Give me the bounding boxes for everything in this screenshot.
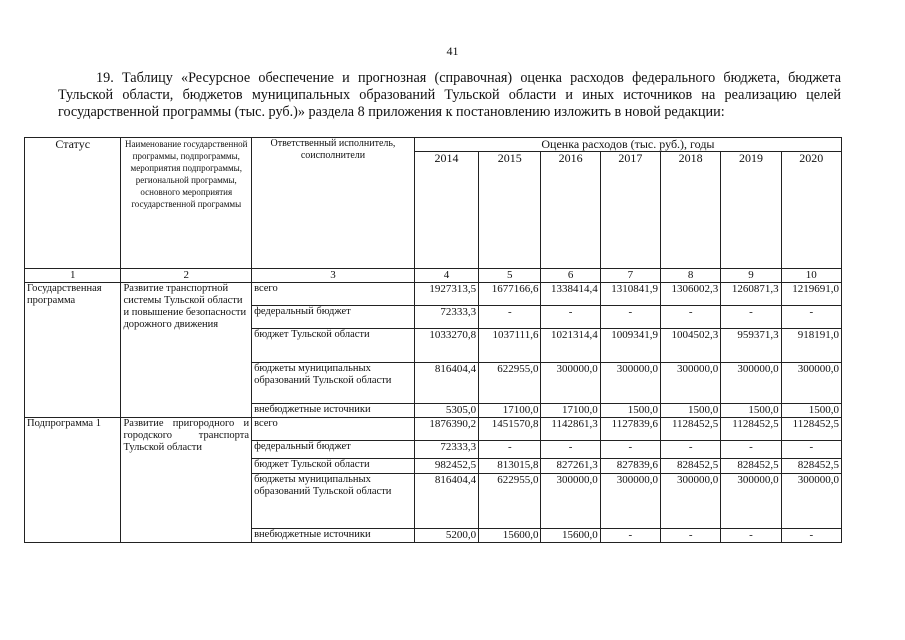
table-cell: 1037111,6 [479, 329, 541, 363]
table-cell: - [661, 529, 721, 543]
table-cell: - [600, 306, 660, 329]
table-cell: 300000,0 [661, 363, 721, 404]
table-cell: 982452,5 [414, 459, 478, 474]
table-cell: 1004502,3 [661, 329, 721, 363]
table-cell: 1260871,3 [721, 283, 781, 306]
column-number-row [25, 269, 842, 283]
table-row [25, 418, 842, 441]
budget-table [24, 137, 842, 543]
table-cell: 827839,6 [600, 459, 660, 474]
row-source: бюджеты муниципальных образований Тульской области [252, 474, 415, 529]
table-cell: 622955,0 [479, 363, 541, 404]
column-number: 5 [479, 269, 541, 283]
table-cell: - [479, 441, 541, 459]
table-cell: 300000,0 [721, 474, 781, 529]
column-number: 4 [414, 269, 478, 283]
table-cell: 15600,0 [479, 529, 541, 543]
header-executor: Ответственный исполнитель, соисполнители [252, 138, 415, 269]
intro-paragraph: 19. Таблицу «Ресурсное обеспечение и прогнозная (справочная) оценка расходов федерального бюджета, бюджета Тульской области, бюджетов муниципальных образований Тульской области и иных источников на реализацию целей государственной программы (тыс. руб.)» раздела 8 приложения к постановлению изложить в новой редакции: [58, 70, 841, 120]
table-cell: 1128452,5 [721, 418, 781, 441]
table-cell: 1033270,8 [414, 329, 478, 363]
table-cell: 1127839,6 [600, 418, 660, 441]
table-cell: 1677166,6 [479, 283, 541, 306]
row-source: внебюджетные источники [252, 529, 415, 543]
header-name: Наименование государственной программы, подпрограммы, мероприятия подпрограммы, региональной программы, основного мероприятия государственной программы [121, 138, 252, 269]
table-cell: - [479, 306, 541, 329]
table-cell: - [661, 306, 721, 329]
table-row [25, 283, 842, 306]
table-cell: 300000,0 [600, 363, 660, 404]
header-year: 2014 [414, 152, 478, 269]
table-cell: - [600, 441, 660, 459]
table-cell: 72333,3 [414, 306, 478, 329]
row-status: Подпрограмма 1 [25, 418, 121, 543]
table-cell: - [541, 306, 600, 329]
table-cell: 1500,0 [600, 404, 660, 418]
table-cell: - [781, 529, 841, 543]
header-status: Статус [25, 138, 121, 269]
header-year: 2020 [781, 152, 841, 269]
table-cell: 300000,0 [781, 363, 841, 404]
table-cell: 300000,0 [541, 474, 600, 529]
table-cell: - [721, 306, 781, 329]
table-cell: - [661, 441, 721, 459]
table-cell: 827261,3 [541, 459, 600, 474]
table-cell: 5305,0 [414, 404, 478, 418]
table-cell: 17100,0 [541, 404, 600, 418]
table-cell: 816404,4 [414, 363, 478, 404]
column-number: 6 [541, 269, 600, 283]
table-cell: 17100,0 [479, 404, 541, 418]
table-cell: 918191,0 [781, 329, 841, 363]
header-year: 2015 [479, 152, 541, 269]
table-cell: 300000,0 [781, 474, 841, 529]
header-year: 2016 [541, 152, 600, 269]
table-cell: 828452,5 [781, 459, 841, 474]
table-cell: 1451570,8 [479, 418, 541, 441]
column-number: 7 [600, 269, 660, 283]
table-cell: 828452,5 [661, 459, 721, 474]
column-number: 3 [252, 269, 415, 283]
row-name: Развитие пригородного и городского транспорта Тульской области [121, 418, 252, 543]
table-cell: 1219691,0 [781, 283, 841, 306]
table-cell: 1500,0 [661, 404, 721, 418]
page-number: 41 [446, 44, 459, 58]
row-source: всего [252, 283, 415, 306]
row-source: бюджет Тульской области [252, 329, 415, 363]
row-name: Развитие транспортной системы Тульской области и повышение безопасности дорожного движения [121, 283, 252, 418]
row-source: бюджеты муниципальных образований Тульской области [252, 363, 415, 404]
table-cell: 72333,3 [414, 441, 478, 459]
table-cell: 1128452,5 [781, 418, 841, 441]
table-cell: 813015,8 [479, 459, 541, 474]
table-cell: 622955,0 [479, 474, 541, 529]
table-cell: - [721, 441, 781, 459]
row-source: всего [252, 418, 415, 441]
table-cell: 1021314,4 [541, 329, 600, 363]
table-cell: 1927313,5 [414, 283, 478, 306]
table-cell: 828452,5 [721, 459, 781, 474]
header-year: 2018 [661, 152, 721, 269]
table-cell: 300000,0 [600, 474, 660, 529]
header-estimate: Оценка расходов (тыс. руб.), годы [414, 138, 841, 152]
table-cell: 15600,0 [541, 529, 600, 543]
row-status: Государственная программа [25, 283, 121, 418]
table-cell: - [600, 529, 660, 543]
table-cell: - [781, 306, 841, 329]
table-cell: 300000,0 [661, 474, 721, 529]
table-cell: - [541, 441, 600, 459]
table-cell: 5200,0 [414, 529, 478, 543]
table-cell: 1876390,2 [414, 418, 478, 441]
column-number: 8 [661, 269, 721, 283]
table-cell: - [721, 529, 781, 543]
column-number: 10 [781, 269, 841, 283]
row-source: внебюджетные источники [252, 404, 415, 418]
table-cell: 1306002,3 [661, 283, 721, 306]
table-cell: 959371,3 [721, 329, 781, 363]
column-number: 1 [25, 269, 121, 283]
table-cell: 1310841,9 [600, 283, 660, 306]
header-year: 2017 [600, 152, 660, 269]
table-cell: 1009341,9 [600, 329, 660, 363]
table-cell: 1142861,3 [541, 418, 600, 441]
table-cell: 1500,0 [781, 404, 841, 418]
column-number: 2 [121, 269, 252, 283]
table-cell: 1128452,5 [661, 418, 721, 441]
table-cell: 1500,0 [721, 404, 781, 418]
row-source: федеральный бюджет [252, 441, 415, 459]
table-cell: 300000,0 [721, 363, 781, 404]
table-cell: 816404,4 [414, 474, 478, 529]
row-source: федеральный бюджет [252, 306, 415, 329]
header-year: 2019 [721, 152, 781, 269]
column-number: 9 [721, 269, 781, 283]
table-cell: 300000,0 [541, 363, 600, 404]
table-cell: - [781, 441, 841, 459]
row-source: бюджет Тульской области [252, 459, 415, 474]
table-cell: 1338414,4 [541, 283, 600, 306]
